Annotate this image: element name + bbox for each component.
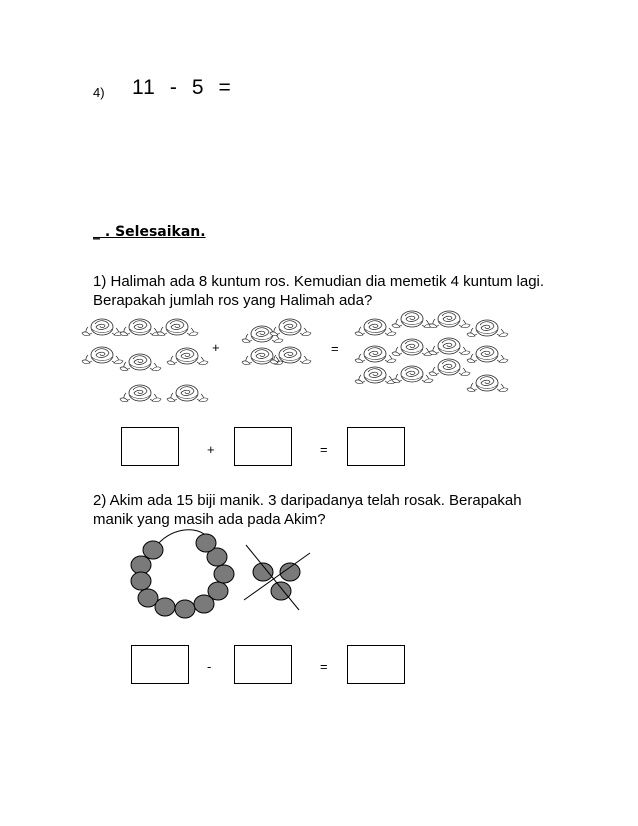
rose-icon xyxy=(120,354,161,371)
rose-icon xyxy=(355,346,396,363)
section-heading: _ . Selesaikan. xyxy=(93,224,206,240)
answer-minus-sign: - xyxy=(207,659,212,674)
question-2-line-2: manik yang masih ada pada Akim? xyxy=(93,511,326,528)
bead xyxy=(155,598,175,616)
crossed-out-beads xyxy=(244,545,310,610)
answer-box-q2-first[interactable] xyxy=(131,645,189,684)
q4-operator: - xyxy=(169,76,178,99)
q4-right-operand: 5 xyxy=(191,76,205,99)
question-4-number: 4) xyxy=(93,85,105,100)
rose-icon xyxy=(429,338,470,355)
rose-icon xyxy=(467,375,508,392)
rose-icon xyxy=(429,359,470,376)
rose-icon xyxy=(392,311,433,328)
rose-icon xyxy=(120,319,161,336)
question-1-line-1: 1) Halimah ada 8 kuntum ros. Kemudian dia memetik 4 kuntum lagi. xyxy=(93,273,545,290)
rose-icon xyxy=(82,347,123,364)
rose-group-8 xyxy=(82,319,208,402)
bead xyxy=(175,600,195,618)
answer-equals-sign: = xyxy=(320,442,328,457)
q4-equals: = xyxy=(218,76,232,99)
picture-plus-sign: + xyxy=(212,340,220,355)
rose-icon xyxy=(392,339,433,356)
bead xyxy=(143,541,163,559)
rose-group-4 xyxy=(242,319,311,365)
bead xyxy=(131,572,151,590)
answer-box-q1-first[interactable] xyxy=(121,427,179,466)
rose-icon xyxy=(467,320,508,337)
rose-icon xyxy=(392,366,433,383)
answer-box-q2-second[interactable] xyxy=(234,645,292,684)
q4-left-operand: 11 xyxy=(132,76,156,99)
question-2-text xyxy=(93,491,553,529)
picture-equals-sign: = xyxy=(331,341,339,356)
answer-box-q1-result[interactable] xyxy=(347,427,405,466)
answer-equals-sign-2: = xyxy=(320,659,328,674)
bead-necklace xyxy=(131,530,234,618)
rose-icon xyxy=(82,319,123,336)
answer-plus-sign: + xyxy=(207,442,215,457)
bead xyxy=(196,534,216,552)
rose-icon xyxy=(270,347,311,364)
rose-group-12 xyxy=(355,311,508,392)
rose-icon xyxy=(355,367,396,384)
question-1-line-2: Berapakah jumlah ros yang Halimah ada? xyxy=(93,292,373,309)
rose-icon xyxy=(270,319,311,336)
answer-box-q2-result[interactable] xyxy=(347,645,405,684)
rose-icon xyxy=(355,319,396,336)
rose-icon xyxy=(120,385,161,402)
bead xyxy=(214,565,234,583)
question-2-line-1: 2) Akim ada 15 biji manik. 3 daripadanya telah rosak. Berapakah xyxy=(93,492,522,509)
rose-icon xyxy=(467,346,508,363)
rose-icon xyxy=(429,311,470,328)
answer-box-q1-second[interactable] xyxy=(234,427,292,466)
rose-icon xyxy=(167,385,208,402)
bead xyxy=(131,556,151,574)
bead xyxy=(208,582,228,600)
rose-icon xyxy=(157,319,198,336)
rose-icon xyxy=(167,348,208,365)
